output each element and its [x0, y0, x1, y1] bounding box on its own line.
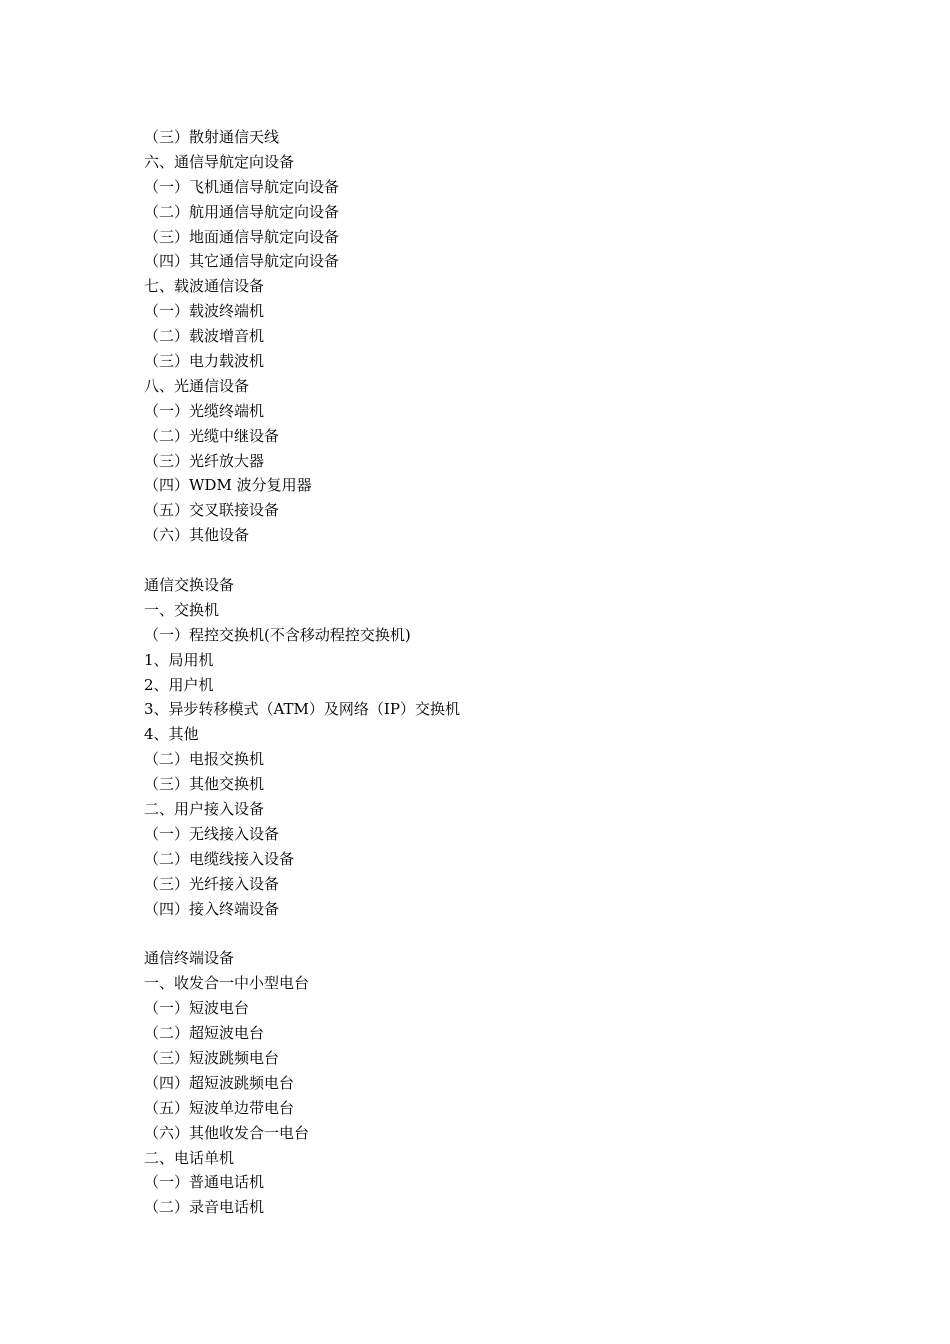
category-heading: 通信终端设备 [144, 949, 235, 968]
text-line: （一）短波电台 [144, 999, 250, 1018]
blank-line [144, 922, 844, 947]
text-line: （二）航用通信导航定向设备 [144, 202, 340, 221]
text-line: （四）接入终端设备 [144, 899, 280, 918]
text-line: （一）普通电话机 [144, 1173, 265, 1192]
text-line: （四）超短波跳频电台 [144, 1073, 295, 1092]
text-line: （四）其它通信导航定向设备 [144, 252, 340, 271]
text-line: （一）光缆终端机 [144, 401, 265, 420]
section-heading: 八、光通信设备 [144, 376, 250, 395]
section-heading: 二、用户接入设备 [144, 800, 265, 819]
section-heading: 七、载波通信设备 [144, 277, 265, 296]
section-heading: 二、电话单机 [144, 1148, 235, 1167]
text-line: （三）电力载波机 [144, 352, 265, 371]
text-line: （三）散射通信天线 [144, 128, 280, 146]
text-line: （二）录音电话机 [144, 1198, 265, 1217]
section-heading: 一、收发合一中小型电台 [144, 974, 310, 993]
text-line: （二）载波增音机 [144, 327, 265, 346]
text-line: （三）其他交换机 [144, 775, 265, 794]
document-text [144, 125, 844, 1220]
text-line: （三）光纤接入设备 [144, 874, 280, 893]
text-line: （四）WDM 波分复用器 [144, 476, 312, 495]
text-line: （三）地面通信导航定向设备 [144, 227, 340, 246]
text-line: （二）超短波电台 [144, 1024, 265, 1043]
text-line: （六）其他设备 [144, 526, 250, 545]
text-line: （六）其他收发合一电台 [144, 1123, 310, 1142]
blank-line [144, 548, 844, 573]
section-heading: 六、通信导航定向设备 [144, 152, 295, 171]
text-line: 2、用户机 [144, 675, 214, 694]
text-line: （二）电报交换机 [144, 750, 265, 769]
text-line: （一）无线接入设备 [144, 824, 280, 843]
text-line: （三）短波跳频电台 [144, 1048, 280, 1067]
category-heading: 通信交换设备 [144, 576, 235, 595]
section-heading: 一、交换机 [144, 600, 220, 619]
text-line: （二）光缆中继设备 [144, 426, 280, 445]
text-line: （一）程控交换机(不含移动程控交换机) [144, 625, 411, 644]
text-line: 4、其他 [144, 725, 199, 744]
text-line: （三）光纤放大器 [144, 451, 265, 470]
text-line: （五）短波单边带电台 [144, 1098, 295, 1117]
text-line: 3、异步转移模式（ATM）及网络（IP）交换机 [144, 700, 460, 719]
text-line: （二）电缆线接入设备 [144, 849, 295, 868]
text-line: （一）飞机通信导航定向设备 [144, 177, 340, 196]
text-line: （五）交叉联接设备 [144, 501, 280, 520]
text-line: （一）载波终端机 [144, 302, 265, 321]
text-line: 1、局用机 [144, 650, 214, 669]
